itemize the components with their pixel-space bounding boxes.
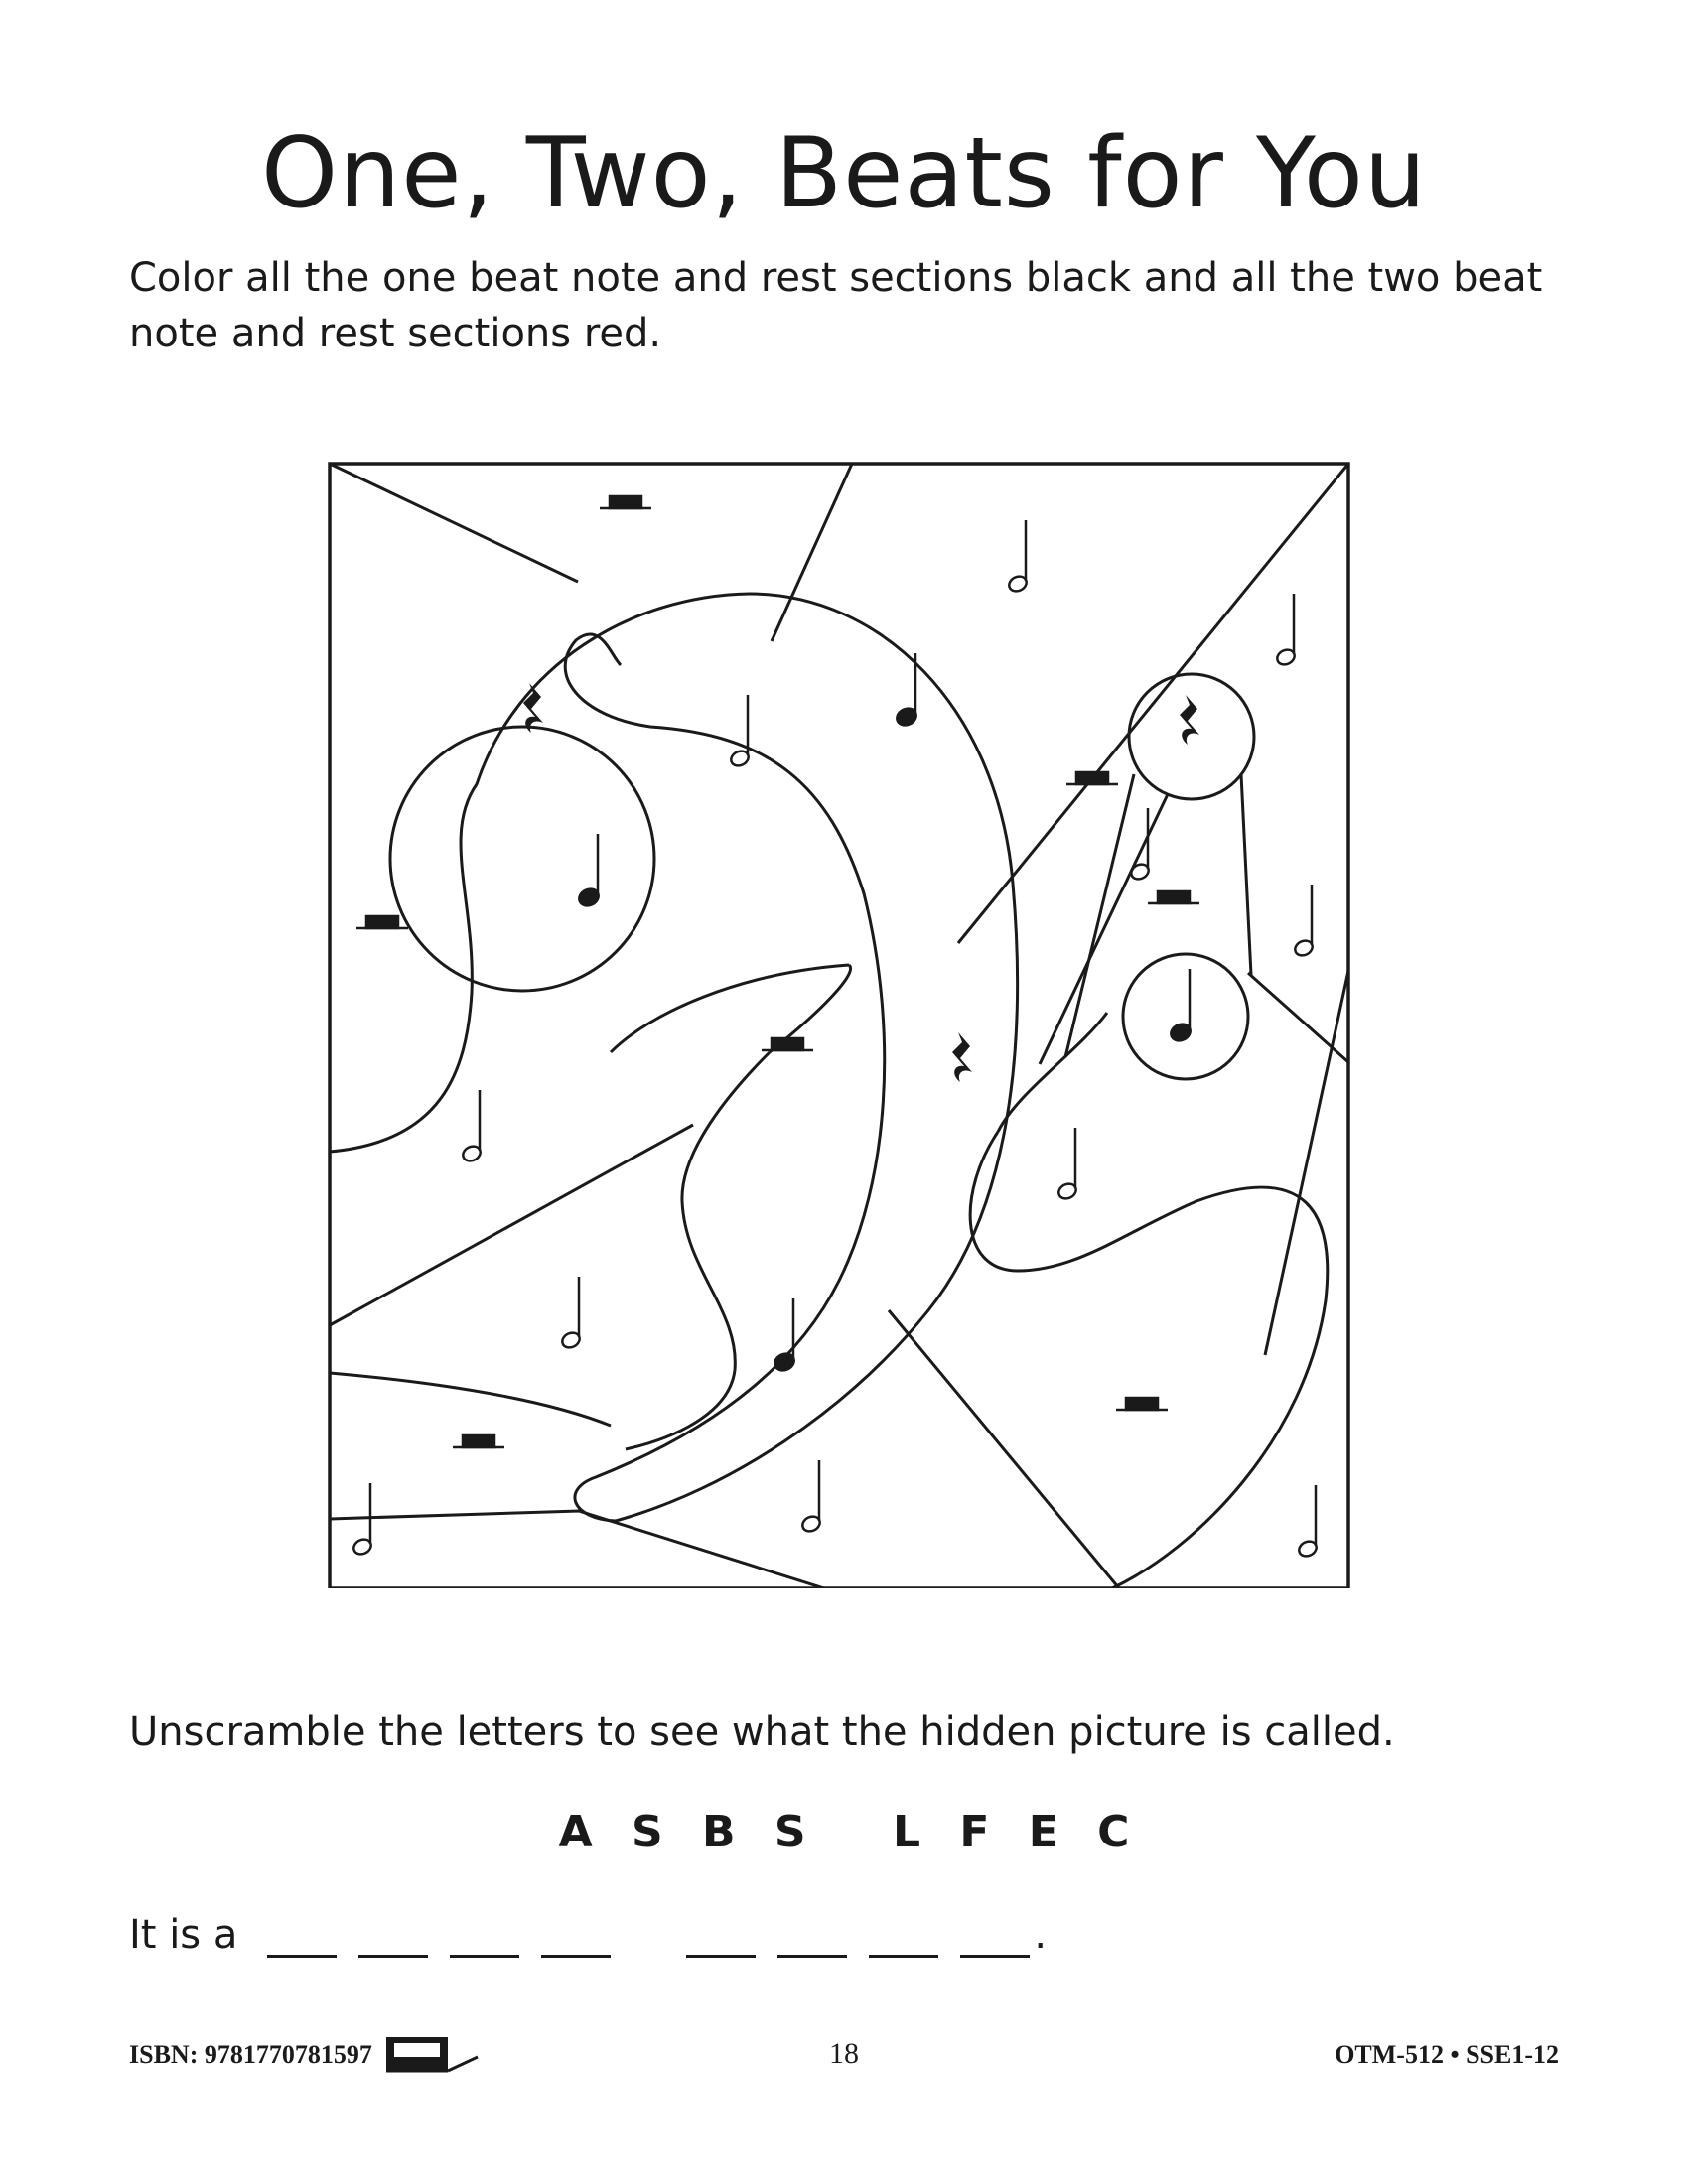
product-code: OTM-512 • SSE1-12	[1335, 2040, 1559, 2069]
section-line	[330, 464, 578, 582]
page-number: 18	[829, 2037, 859, 2070]
puzzle-frame	[330, 464, 1348, 1588]
section-line	[1241, 774, 1251, 975]
half-rest-icon	[1116, 1398, 1168, 1410]
section-line	[1265, 971, 1348, 1355]
clef-head-circle	[390, 727, 654, 991]
clef-dot-top	[1129, 674, 1254, 799]
quarter-rest-icon	[523, 683, 543, 733]
answer-blank[interactable]	[541, 1919, 611, 1958]
half-note-icon	[1293, 885, 1315, 958]
answer-line	[129, 1912, 1047, 1958]
half-rest-icon	[453, 1435, 504, 1447]
half-note-icon	[461, 1090, 483, 1163]
scrambled-letter: S	[774, 1807, 806, 1857]
section-line	[772, 464, 852, 641]
half-note-icon	[729, 695, 751, 768]
half-note-icon	[1275, 594, 1297, 667]
blob-outline	[970, 1132, 1328, 1588]
answer-blank[interactable]	[869, 1919, 938, 1958]
section-line	[889, 1310, 1119, 1588]
quarter-rest-icon	[952, 1032, 972, 1082]
color-by-beat-puzzle	[323, 457, 1355, 1588]
isbn: ISBN: 9781770781597	[129, 2040, 372, 2069]
section-line	[958, 464, 1348, 943]
quarter-note-icon	[773, 1298, 797, 1373]
page-title: One, Two, Beats for You	[261, 117, 1427, 230]
quarter-note-icon	[577, 834, 602, 908]
section-line	[330, 1511, 824, 1588]
scrambled-letter: S	[632, 1807, 663, 1857]
half-note-icon	[1129, 808, 1151, 882]
answer-prefix: It is a	[129, 1912, 238, 1958]
section-line	[330, 1125, 693, 1325]
puzzle-drawing	[323, 457, 1355, 1588]
scrambled-letter: E	[1028, 1807, 1058, 1857]
half-rest-icon	[1148, 891, 1199, 903]
half-note-icon	[1056, 1128, 1078, 1201]
half-note-icon	[1297, 1485, 1319, 1559]
section-line	[330, 1373, 611, 1426]
answer-suffix: .	[1034, 1912, 1048, 1958]
half-rest-icon	[600, 496, 651, 508]
scrambled-letter: B	[702, 1807, 736, 1857]
answer-blank[interactable]	[686, 1919, 756, 1958]
half-note-icon	[1007, 520, 1029, 594]
answer-blank[interactable]	[358, 1919, 428, 1958]
instructions: Color all the one beat note and rest sections black and all the two beat note and rest sections red.	[129, 255, 1543, 356]
answer-blank[interactable]	[450, 1919, 519, 1958]
half-note-icon	[352, 1483, 373, 1557]
answer-blank[interactable]	[777, 1919, 847, 1958]
scrambled-letter: L	[892, 1807, 920, 1857]
quarter-rest-icon	[1180, 695, 1199, 745]
quarter-note-icon	[895, 653, 919, 728]
clef-inner-curve	[611, 965, 849, 1052]
half-rest-icon	[356, 916, 408, 928]
scrambled-letters	[0, 1807, 1688, 1857]
section-line	[1248, 973, 1348, 1062]
half-rest-icon	[1066, 772, 1118, 784]
answer-blank[interactable]	[267, 1919, 337, 1958]
half-rest-icon	[762, 1038, 813, 1050]
answer-blank[interactable]	[960, 1919, 1030, 1958]
clef-dot-bottom	[1123, 954, 1248, 1079]
scrambled-letter: F	[959, 1807, 990, 1857]
half-note-icon	[560, 1277, 582, 1350]
clef-outline	[330, 594, 1018, 1521]
unscramble-instruction: Unscramble the letters to see what the hidden picture is called.	[129, 1709, 1395, 1755]
scrambled-letter: C	[1097, 1807, 1130, 1857]
scrambled-letter: A	[558, 1807, 593, 1857]
half-note-icon	[800, 1460, 822, 1534]
quarter-note-icon	[1169, 969, 1194, 1043]
